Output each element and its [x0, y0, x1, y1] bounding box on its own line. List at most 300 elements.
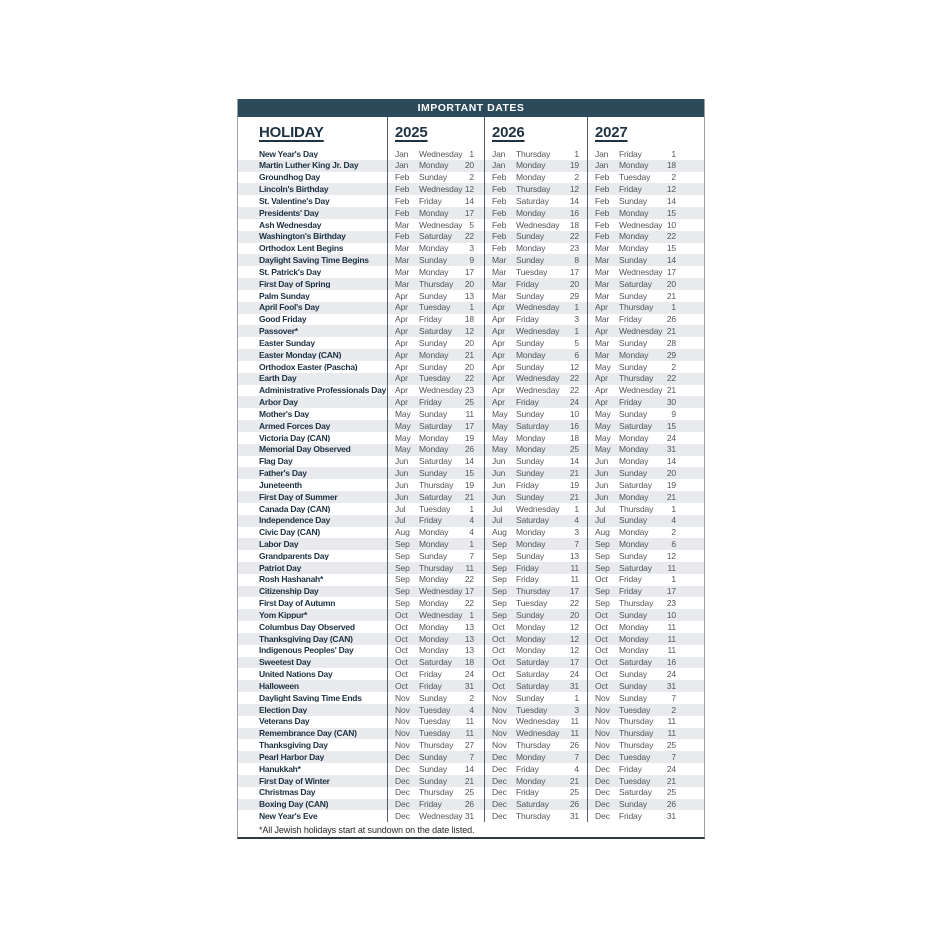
month-cell: Oct [492, 645, 505, 656]
date-cell: 4 [469, 527, 474, 538]
date-cell: 19 [569, 160, 579, 171]
year-cell [387, 597, 484, 609]
table-row [238, 633, 704, 645]
date-cell: 31 [569, 680, 579, 691]
weekday-cell: Sunday [419, 692, 447, 703]
weekday-cell: Friday [516, 562, 539, 573]
date-cell: 21 [464, 349, 474, 360]
holiday-name: Administrative Professionals Day [259, 386, 387, 395]
date-cell: 11 [570, 562, 579, 573]
year-cell [484, 728, 587, 740]
weekday-cell: Monday [419, 538, 449, 549]
weekday-cell: Sunday [619, 515, 647, 526]
date-cell: 31 [666, 680, 676, 691]
table-row [238, 207, 704, 219]
year-2026-label: 2026 [492, 124, 525, 141]
weekday-cell: Sunday [419, 172, 447, 183]
month-cell: Oct [395, 680, 408, 691]
weekday-cell: Monday [419, 243, 449, 254]
date-cell: 25 [666, 740, 676, 751]
year-cell [484, 231, 587, 243]
month-cell: Nov [492, 740, 507, 751]
holiday-name: Orthodox Easter (Pascha) [259, 362, 358, 372]
weekday-cell: Sunday [619, 290, 647, 301]
date-cell: 11 [667, 621, 676, 632]
year-cell [484, 704, 587, 716]
month-cell: Dec [492, 787, 507, 798]
date-cell: 11 [570, 716, 579, 727]
holiday-name: Flag Day [259, 457, 293, 466]
month-cell: Sep [595, 562, 610, 573]
year-cell [387, 538, 484, 550]
year-cell [587, 739, 704, 751]
date-cell: 25 [569, 787, 579, 798]
weekday-cell: Monday [516, 172, 546, 183]
month-cell: Apr [492, 397, 505, 408]
date-cell: 9 [671, 408, 676, 419]
date-cell: 13 [464, 290, 474, 301]
month-cell: Jul [395, 515, 406, 526]
year-cell [484, 680, 587, 692]
date-cell: 20 [464, 361, 474, 372]
month-cell: Mar [492, 255, 507, 266]
weekday-cell: Wednesday [619, 385, 663, 396]
weekday-cell: Saturday [516, 420, 549, 431]
table-row [238, 361, 704, 373]
month-cell: Apr [492, 302, 505, 313]
date-cell: 17 [464, 420, 474, 431]
year-cell [484, 183, 587, 195]
date-cell: 22 [666, 373, 676, 384]
weekday-cell: Saturday [419, 491, 452, 502]
date-cell: 20 [464, 278, 474, 289]
holiday-name: Remembrance Day (CAN) [259, 729, 357, 738]
holiday-name: Groundhog Day [259, 173, 320, 182]
year-cell [484, 775, 587, 787]
table-row [238, 456, 704, 468]
date-cell: 26 [569, 799, 579, 810]
year-cell [484, 160, 587, 172]
year-cell [484, 254, 587, 266]
date-cell: 22 [569, 231, 579, 242]
weekday-cell: Thursday [516, 740, 551, 751]
year-cell [587, 314, 704, 326]
holiday-name: Thanksgiving Day (CAN) [259, 634, 353, 644]
date-cell: 22 [569, 598, 579, 609]
holiday-name: Columbus Day Observed [259, 622, 355, 632]
year-cell [387, 337, 484, 349]
year-cell [484, 408, 587, 420]
table-row [238, 692, 704, 704]
year-cell [587, 645, 704, 657]
month-cell: Mar [595, 290, 610, 301]
year-cell [387, 645, 484, 657]
date-cell: 7 [671, 692, 676, 703]
year-cell [387, 266, 484, 278]
table-row [238, 337, 704, 349]
month-cell: Nov [595, 716, 610, 727]
month-cell: Apr [492, 349, 505, 360]
date-cell: 12 [569, 621, 579, 632]
month-cell: Oct [492, 680, 505, 691]
month-cell: May [595, 444, 611, 455]
date-cell: 17 [569, 266, 579, 277]
year-cell [484, 432, 587, 444]
year-cell [484, 763, 587, 775]
weekday-cell: Sunday [516, 231, 544, 242]
weekday-cell: Sunday [419, 408, 447, 419]
weekday-cell: Saturday [619, 278, 652, 289]
table-body [238, 148, 704, 822]
weekday-cell: Tuesday [516, 598, 548, 609]
weekday-cell: Monday [516, 621, 546, 632]
month-cell: Nov [395, 704, 410, 715]
weekday-cell: Tuesday [619, 704, 651, 715]
weekday-cell: Saturday [516, 680, 549, 691]
year-cell [587, 574, 704, 586]
year-cell [587, 207, 704, 219]
year-cell [387, 550, 484, 562]
month-cell: Jan [395, 160, 409, 171]
month-cell: Jun [595, 468, 609, 479]
month-cell: Nov [492, 692, 507, 703]
weekday-cell: Friday [419, 799, 442, 810]
table-row [238, 325, 704, 337]
holiday-name: Arbor Day [259, 398, 298, 407]
important-dates-table [237, 99, 705, 839]
year-cell [587, 609, 704, 621]
month-cell: Dec [395, 751, 410, 762]
year-cell [484, 314, 587, 326]
table-row [238, 243, 704, 255]
weekday-cell: Wednesday [516, 326, 560, 337]
holiday-name: Father's Day [259, 469, 307, 478]
year-cell [387, 278, 484, 290]
year-cell [387, 160, 484, 172]
date-cell: 21 [666, 491, 676, 502]
year-cell [587, 597, 704, 609]
date-cell: 21 [666, 290, 676, 301]
year-cell [387, 467, 484, 479]
date-cell: 1 [469, 302, 474, 313]
weekday-cell: Monday [619, 432, 649, 443]
date-cell: 13 [569, 550, 579, 561]
year-cell [587, 266, 704, 278]
weekday-cell: Sunday [619, 195, 647, 206]
month-cell: May [492, 432, 508, 443]
month-cell: Dec [595, 811, 610, 822]
holiday-name: Canada Day (CAN) [259, 504, 331, 513]
year-cell [484, 633, 587, 645]
weekday-cell: Sunday [516, 456, 544, 467]
weekday-cell: Sunday [419, 255, 447, 266]
date-cell: 2 [469, 692, 474, 703]
month-cell: Nov [395, 728, 410, 739]
weekday-cell: Friday [516, 787, 539, 798]
date-cell: 16 [666, 657, 676, 668]
table-row [238, 716, 704, 728]
month-cell: May [492, 444, 508, 455]
date-cell: 16 [569, 420, 579, 431]
holiday-column-header-label: HOLIDAY [259, 124, 324, 141]
year-cell [484, 503, 587, 515]
weekday-cell: Tuesday [419, 728, 451, 739]
month-cell: Apr [395, 361, 408, 372]
weekday-cell: Monday [419, 574, 449, 585]
weekday-cell: Thursday [619, 373, 654, 384]
year-cell [587, 148, 704, 160]
holiday-name: Presidents' Day [259, 208, 319, 218]
date-cell: 29 [569, 290, 579, 301]
table-row [238, 349, 704, 361]
year-cell [387, 810, 484, 822]
year-cell [387, 739, 484, 751]
holiday-name: Ash Wednesday [259, 220, 322, 230]
holiday-name: New Year's Day [259, 149, 318, 159]
month-cell: May [595, 361, 611, 372]
date-cell: 21 [569, 775, 579, 786]
holiday-name: United Nations Day [259, 670, 333, 679]
table-row [238, 373, 704, 385]
weekday-cell: Sunday [516, 290, 544, 301]
date-cell: 3 [574, 704, 579, 715]
date-cell: 1 [671, 574, 676, 585]
year-cell [387, 527, 484, 539]
date-cell: 18 [569, 219, 579, 230]
holiday-name: Pearl Harbor Day [259, 752, 324, 762]
weekday-cell: Sunday [619, 680, 647, 691]
date-cell: 3 [574, 527, 579, 538]
month-cell: Mar [595, 278, 610, 289]
table-row [238, 668, 704, 680]
weekday-cell: Friday [419, 397, 442, 408]
date-cell: 7 [574, 538, 579, 549]
weekday-cell: Thursday [619, 302, 654, 313]
weekday-cell: Wednesday [619, 266, 663, 277]
date-cell: 24 [666, 763, 676, 774]
year-cell [587, 349, 704, 361]
table-row [238, 183, 704, 195]
year-cell [484, 385, 587, 397]
month-cell: Oct [595, 609, 608, 620]
year-cell [387, 491, 484, 503]
year-cell [484, 278, 587, 290]
year-cell [484, 172, 587, 184]
holiday-name: Juneteenth [259, 480, 302, 490]
month-cell: Oct [395, 645, 408, 656]
year-cell [387, 621, 484, 633]
holiday-name: Veterans Day [259, 717, 310, 726]
date-cell: 25 [464, 397, 474, 408]
month-cell: Sep [492, 609, 507, 620]
date-cell: 2 [671, 527, 676, 538]
weekday-cell: Thursday [419, 562, 454, 573]
weekday-cell: Saturday [516, 657, 549, 668]
year-cell [587, 728, 704, 740]
weekday-cell: Monday [619, 491, 649, 502]
date-cell: 25 [464, 787, 474, 798]
holiday-name: Passover* [259, 327, 298, 336]
year-cell [387, 515, 484, 527]
table-row [238, 444, 704, 456]
table-row [238, 751, 704, 763]
date-cell: 20 [569, 278, 579, 289]
date-cell: 15 [464, 468, 474, 479]
month-cell: Apr [395, 290, 408, 301]
weekday-cell: Monday [419, 598, 449, 609]
month-cell: Jul [492, 515, 503, 526]
month-cell: Oct [395, 609, 408, 620]
year-cell [484, 609, 587, 621]
table-row [238, 728, 704, 740]
month-cell: May [395, 444, 411, 455]
weekday-cell: Saturday [419, 420, 452, 431]
year-cell [484, 302, 587, 314]
month-cell: Sep [492, 574, 507, 585]
date-cell: 22 [464, 598, 474, 609]
month-cell: Sep [492, 586, 507, 597]
weekday-cell: Friday [419, 314, 442, 325]
year-cell [484, 716, 587, 728]
date-cell: 23 [666, 598, 676, 609]
year-cell [587, 385, 704, 397]
month-cell: Dec [492, 751, 507, 762]
table-row [238, 775, 704, 787]
month-cell: Oct [595, 669, 608, 680]
table-row [238, 657, 704, 669]
month-cell: Feb [492, 172, 507, 183]
year-cell [587, 799, 704, 811]
table-row [238, 503, 704, 515]
month-cell: Feb [395, 195, 410, 206]
weekday-cell: Monday [516, 444, 546, 455]
year-cell [387, 420, 484, 432]
month-cell: Feb [492, 207, 507, 218]
weekday-cell: Friday [619, 397, 642, 408]
weekday-cell: Friday [419, 195, 442, 206]
date-cell: 18 [464, 657, 474, 668]
year-2025-label: 2025 [395, 124, 428, 141]
weekday-cell: Tuesday [619, 172, 651, 183]
holiday-name: Independence Day [259, 516, 331, 525]
weekday-cell: Wednesday [516, 728, 560, 739]
date-cell: 23 [464, 385, 474, 396]
date-cell: 12 [569, 645, 579, 656]
year-cell [587, 420, 704, 432]
month-cell: Jan [595, 148, 609, 159]
date-cell: 17 [569, 586, 579, 597]
month-cell: Apr [395, 326, 408, 337]
holiday-name: Christmas Day [259, 788, 316, 797]
weekday-cell: Monday [516, 645, 546, 656]
date-cell: 11 [667, 728, 676, 739]
year-cell [387, 799, 484, 811]
month-cell: Feb [395, 207, 410, 218]
year-cell [387, 231, 484, 243]
weekday-cell: Sunday [619, 609, 647, 620]
month-cell: Jun [492, 479, 506, 490]
year-cell [387, 574, 484, 586]
year-cell [587, 337, 704, 349]
date-cell: 1 [469, 609, 474, 620]
month-cell: Sep [395, 550, 410, 561]
month-cell: Feb [492, 231, 507, 242]
weekday-cell: Friday [419, 680, 442, 691]
date-cell: 11 [465, 408, 474, 419]
date-cell: 19 [569, 479, 579, 490]
year-cell [484, 349, 587, 361]
month-cell: Sep [395, 538, 410, 549]
month-cell: Aug [492, 527, 507, 538]
month-cell: Jun [492, 468, 506, 479]
table-row [238, 231, 704, 243]
month-cell: Dec [595, 751, 610, 762]
date-cell: 2 [671, 172, 676, 183]
date-cell: 2 [671, 704, 676, 715]
holiday-name: Easter Sunday [259, 338, 315, 348]
weekday-cell: Monday [516, 633, 546, 644]
year-cell [484, 574, 587, 586]
date-cell: 26 [666, 799, 676, 810]
date-cell: 11 [465, 716, 474, 727]
month-cell: Apr [395, 302, 408, 313]
year-cell [387, 290, 484, 302]
table-row [238, 385, 704, 397]
month-cell: Feb [395, 172, 410, 183]
year-cell [387, 432, 484, 444]
table-row [238, 408, 704, 420]
year-cell [484, 266, 587, 278]
month-cell: Mar [492, 278, 507, 289]
date-cell: 26 [464, 799, 474, 810]
weekday-cell: Wednesday [516, 219, 560, 230]
date-cell: 7 [574, 751, 579, 762]
date-cell: 11 [667, 633, 676, 644]
weekday-cell: Thursday [619, 740, 654, 751]
holiday-name: St. Valentine's Day [259, 196, 330, 206]
holiday-name: Thanksgiving Day [259, 741, 328, 750]
weekday-cell: Wednesday [419, 811, 463, 822]
table-row [238, 538, 704, 550]
weekday-cell: Saturday [419, 326, 452, 337]
weekday-cell: Sunday [516, 361, 544, 372]
month-cell: Sep [492, 598, 507, 609]
month-cell: Sep [595, 538, 610, 549]
date-cell: 31 [569, 811, 579, 822]
holiday-name: First Day of Spring [259, 279, 331, 289]
table-row [238, 491, 704, 503]
weekday-cell: Sunday [419, 751, 447, 762]
year-cell [587, 668, 704, 680]
weekday-cell: Thursday [619, 598, 654, 609]
year-cell [387, 349, 484, 361]
month-cell: Jan [492, 148, 506, 159]
date-cell: 17 [666, 586, 676, 597]
year-cell [484, 479, 587, 491]
date-cell: 27 [464, 740, 474, 751]
month-cell: Apr [595, 326, 608, 337]
year-cell [587, 550, 704, 562]
weekday-cell: Saturday [516, 195, 549, 206]
month-cell: Jul [595, 503, 606, 514]
weekday-cell: Friday [419, 515, 442, 526]
date-cell: 12 [666, 550, 676, 561]
weekday-cell: Friday [419, 669, 442, 680]
weekday-cell: Sunday [419, 763, 447, 774]
month-cell: Jan [492, 160, 506, 171]
month-cell: Feb [595, 219, 610, 230]
year-cell [484, 586, 587, 598]
